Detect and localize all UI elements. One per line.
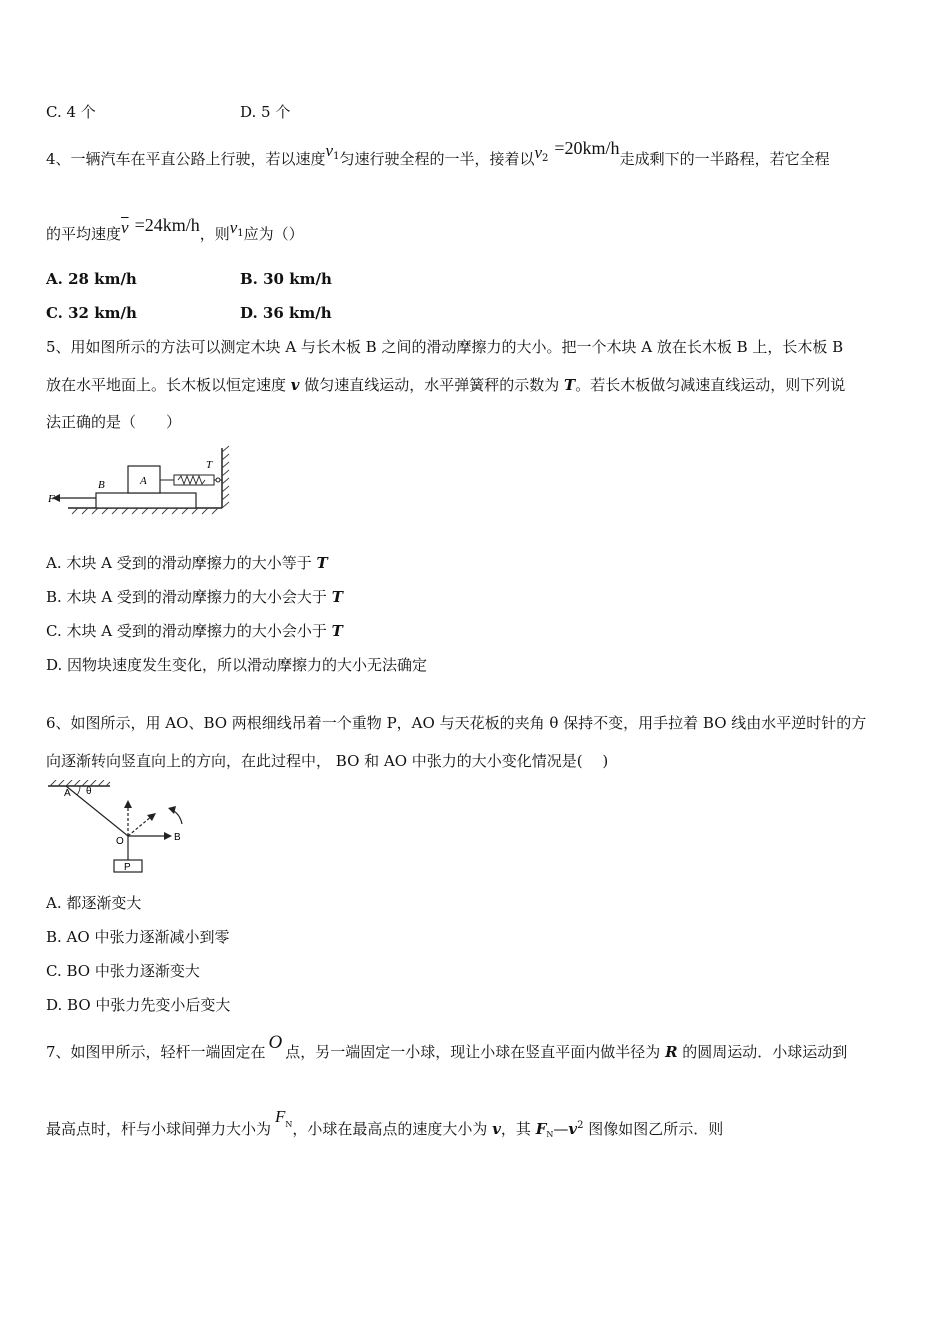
q4-text: 4、一辆汽车在平直公路上行驶，若以速度: [46, 150, 326, 168]
q6-rotation-arrowhead: [168, 806, 176, 814]
q7-fn-symbol: F: [275, 1107, 286, 1126]
q5-board-b: [96, 493, 196, 508]
q5-label-t: T: [206, 459, 213, 471]
q6-line-ao: [66, 786, 128, 836]
q4-text: ，则: [199, 225, 230, 243]
q4-vbar-symbol: $\overline{v}$: [121, 218, 129, 237]
q5-option-b: B. 木块 A 受到的滑动摩擦力的大小会大于 T: [46, 588, 343, 606]
q5-wall-hatch: [222, 446, 229, 508]
q6-vertical-arrowhead: [124, 800, 132, 808]
q7-fn-subscript: N: [285, 1120, 293, 1129]
q5-label-b: B: [98, 479, 105, 491]
q5-spring-balance: [174, 475, 214, 485]
q4-vbar-value: =24km/h: [134, 215, 200, 235]
q7-v-symbol: v: [492, 1120, 501, 1138]
q6-label-o: O: [116, 836, 124, 847]
q5-line-1: 5、用如图所示的方法可以测定木块 A 与长木板 B 之间的滑动摩擦力的大小。把一个木块 A 放在长木板 B 上，长木板 B: [46, 338, 844, 356]
q6-label-a: A: [64, 788, 71, 799]
q4-option-b: B. 30 km/h: [240, 270, 332, 288]
q5-line-3: 法正确的是（ ）: [46, 413, 182, 431]
q4-v1-subscript: 1: [237, 228, 244, 239]
q7-line-2: 最高点时，杆与小球间弹力大小为$F^N$，小球在最高点的速度大小为 v，其 $F_N—v^2$ 图像如图乙所示．则: [46, 1107, 724, 1139]
q6-option-b: B. AO 中张力逐渐减小到零: [46, 928, 230, 946]
q5-option-a: A. 木块 A 受到的滑动摩擦力的大小等于 T: [46, 554, 328, 572]
q3-option-d: D. 5 个: [240, 103, 291, 121]
q4-text: 走成剩下的一半路程，若它全程: [619, 150, 830, 168]
q4-text: 应为（）: [243, 225, 304, 243]
q4-text: 匀速行驶全程的一半，接着以: [339, 150, 535, 168]
q4-line-2: [46, 215, 304, 250]
q6-label-b: B: [174, 832, 181, 843]
q7-line-1: 7、如图甲所示，轻杆一端固定在 O 点，另一端固定一小球，现让小球在竖直平面内做半径为 R 的圆周运动．小球运动到: [46, 1032, 848, 1061]
q6-angle-arc: [77, 786, 80, 795]
q4-option-a: A. 28 km/h: [46, 270, 137, 288]
q6-label-p: P: [124, 862, 131, 873]
q6-option-c: C. BO 中张力逐渐变大: [46, 962, 200, 980]
q7-fn2-symbol: F: [535, 1120, 547, 1138]
q5-option-d: D. 因物块速度发生变化，所以滑动摩擦力的大小无法确定: [46, 656, 428, 674]
q4-option-c: C. 32 km/h: [46, 304, 137, 322]
q5-label-a: A: [140, 475, 147, 487]
q6-ceiling-hatch: [50, 780, 110, 786]
q4-line-1: [46, 138, 830, 175]
q6-diagonal-dashed: [128, 816, 152, 836]
q4-v1-subscript: 1: [333, 151, 340, 162]
q5-hook: [216, 478, 220, 482]
q6-label-theta: θ: [86, 786, 92, 797]
q4-text: 的平均速度: [46, 225, 122, 243]
q5-v-symbol: v: [290, 376, 300, 394]
q5-figure: [46, 444, 231, 520]
q5-ground-hatch: [72, 508, 218, 514]
q6-line-1: 6、如图所示，用 AO、BO 两根细线吊着一个重物 P，AO 与天花板的夹角 θ 保持不变，用手拉着 BO 线由水平逆时针的方: [46, 714, 867, 732]
q6-option-a: A. 都逐渐变大: [46, 894, 142, 912]
q4-option-d: D. 36 km/h: [240, 304, 332, 322]
q7-o-symbol: O: [268, 1032, 283, 1053]
q6-line-2: 向逐渐转向竖直向上的方向，在此过程中， BO 和 AO 中张力的大小变化情况是( ): [46, 752, 609, 770]
q6-figure: [46, 780, 186, 876]
q6-b-arrowhead: [164, 832, 172, 840]
q7-r-symbol: R: [665, 1043, 678, 1061]
q5-label-f: F: [48, 493, 55, 505]
q4-v2-subscript: 2: [542, 153, 549, 164]
q4-v2-value: =20km/h: [554, 138, 620, 158]
q4-v1-symbol: v: [229, 218, 238, 237]
q4-v2-symbol: v: [534, 143, 543, 162]
q3-option-c: C. 4 个: [46, 103, 96, 121]
q5-t-symbol: T: [564, 376, 576, 394]
q5-option-c: C. 木块 A 受到的滑动摩擦力的大小会小于 T: [46, 622, 343, 640]
q5-line-2: 放在水平地面上。长木板以恒定速度 v 做匀速直线运动，水平弹簧秤的示数为 T。若长木板做匀减速直线运动，则下列说: [46, 376, 846, 394]
q4-v1-symbol: v: [325, 141, 334, 160]
q6-option-d: D. BO 中张力先变小后变大: [46, 996, 231, 1014]
